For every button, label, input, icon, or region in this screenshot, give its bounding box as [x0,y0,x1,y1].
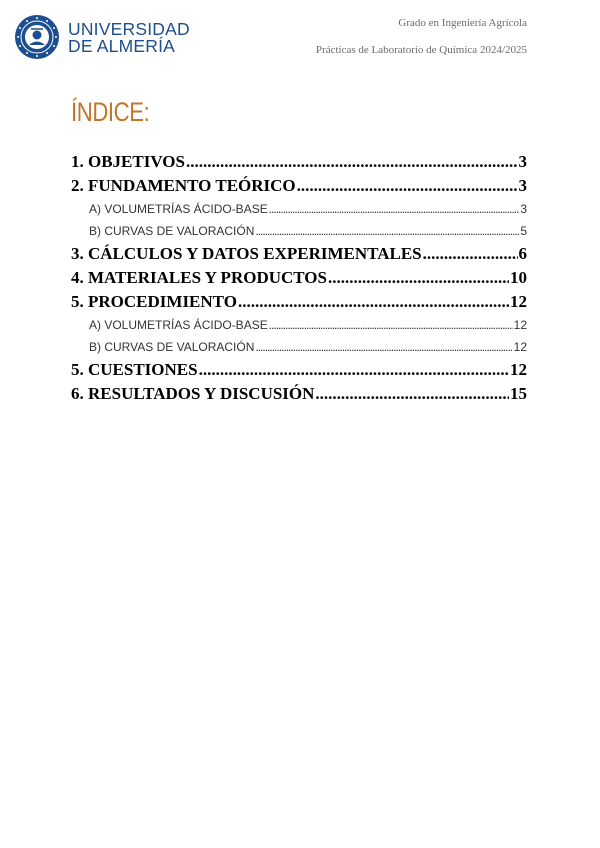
toc-entry-label: B) CURVAS DE VALORACIÓN [89,340,255,354]
toc-leader-dots [255,220,519,242]
toc-entry-page: 15 [510,384,527,403]
university-seal-icon [14,14,60,60]
toc-entry-label: 3. CÁLCULOS Y DATOS EXPERIMENTALES [71,244,422,263]
toc-entry-materiales[interactable] [71,266,527,290]
toc-entry-label: A) VOLUMETRÍAS ÁCIDO-BASE [89,318,268,332]
header-degree: Grado en Ingeniería Agrícola [398,17,527,29]
toc-entry-page: 12 [510,292,527,311]
toc-entry-label: 2. FUNDAMENTO TEÓRICO [71,176,296,195]
toc-leader-dots [269,198,520,220]
toc-subentry-volumetrias[interactable] [71,314,527,336]
toc-subentry-curvas[interactable] [71,336,527,358]
toc-entry-page: 3 [518,152,527,171]
toc-entry-fundamento-teorico[interactable] [71,174,527,198]
logo-line-1: UNIVERSIDAD [68,19,190,39]
toc-entry-resultados[interactable] [71,382,527,406]
toc-leader-dots [238,290,509,314]
toc-entry-page: 12 [510,360,527,379]
toc-entry-page: 3 [518,176,527,195]
toc-entry-page: 3 [520,202,527,216]
toc-leader-dots [423,242,518,266]
toc-leader-dots [255,336,512,358]
toc-entry-page: 12 [513,340,527,354]
toc-leader-dots [297,174,518,198]
toc-subentry-curvas[interactable] [71,220,527,242]
toc-entry-page: 5 [520,224,527,238]
toc-leader-dots [186,150,518,174]
logo-wordmark [68,21,190,55]
page-title: ÍNDICE: [71,97,150,127]
toc-entry-objetivos[interactable] [71,150,527,174]
toc-entry-label: 5. PROCEDIMIENTO [71,292,237,311]
header-course: Prácticas de Laboratorio de Química 2024/2025 [315,44,527,56]
toc-leader-dots [199,358,509,382]
toc-entry-label: 6. RESULTADOS Y DISCUSIÓN [71,384,315,403]
toc-leader-dots [269,314,513,336]
toc-entry-label: 5. CUESTIONES [71,360,198,379]
toc-leader-dots [328,266,509,290]
toc-entry-calculos[interactable] [71,242,527,266]
toc-entry-page: 10 [510,268,527,287]
toc-entry-label: A) VOLUMETRÍAS ÁCIDO-BASE [89,202,268,216]
toc-subentry-volumetrias[interactable] [71,198,527,220]
toc-entry-label: B) CURVAS DE VALORACIÓN [89,224,255,238]
toc-leader-dots [315,382,509,406]
table-of-contents [71,150,527,406]
toc-entry-label: 4. MATERIALES Y PRODUCTOS [71,268,327,287]
toc-entry-procedimiento[interactable] [71,290,527,314]
logo-line-2: DE ALMERÍA [68,36,176,56]
toc-entry-label: 1. OBJETIVOS [71,152,185,171]
toc-entry-page: 12 [513,318,527,332]
university-logo [14,14,194,60]
toc-entry-page: 6 [518,244,527,263]
toc-entry-cuestiones[interactable] [71,358,527,382]
